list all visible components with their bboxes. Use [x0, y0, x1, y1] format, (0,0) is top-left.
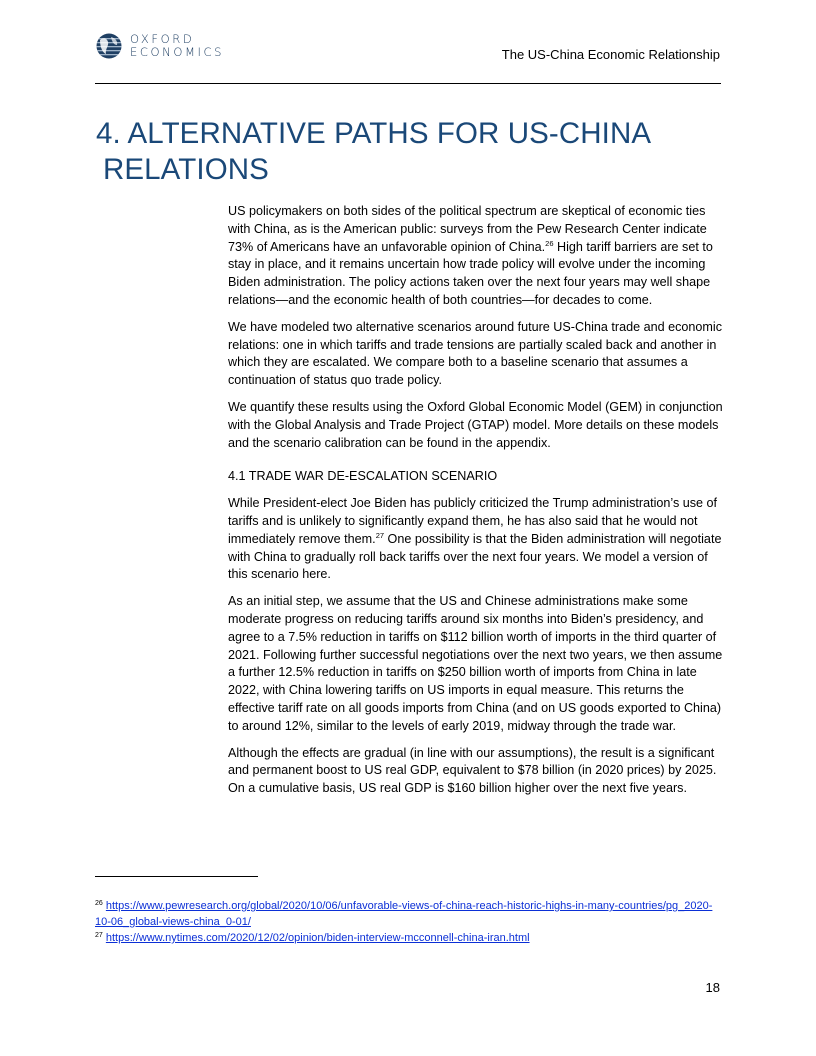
header-divider: [95, 83, 721, 84]
chapter-title-line1: 4. ALTERNATIVE PATHS FOR US-CHINA: [96, 117, 652, 150]
footnote-number-27: 27: [95, 932, 103, 939]
oxford-economics-logo: [96, 33, 224, 59]
paragraph-5: As an initial step, we assume that the US and Chinese administrations make some moderate progress on reducing tariffs around six months into Biden’s presidency, and agree to a 7.5% reduction in tariffs on $112 billion worth of imports in the third quarter of 2021. Following further successful negotiations over the next two years, we then assume a further 12.5% reduction in tariffs on $250 billion worth of imports from China in late 2022, with China lowering tariffs on US imports in equal measure. This returns the effective tariff rate on all goods imports from China (and on US goods exported to China) to around 12%, similar to the levels of early 2019, midway through the trade war.: [228, 594, 723, 733]
paragraph-3: We quantify these results using the Oxford Global Economic Model (GEM) in conjunction with the Global Analysis and Trade Project (GTAP) model. More details on these models and the scenario calibration can be found in the appendix.: [228, 399, 723, 450]
paragraph-6: Although the effects are gradual (in line with our assumptions), the result is a significant and permanent boost to US real GDP, equivalent to $78 billion (in 2020 prices) by 2025. On a cumulative basis, US real GDP is $160 billion higher over the next five years.: [228, 745, 717, 796]
running-header-title: The US-China Economic Relationship: [501, 47, 720, 62]
footnote-link-27[interactable]: https://www.nytimes.com/2020/12/02/opinion/biden-interview-mcconnell-china-iran.html: [105, 932, 530, 944]
logo-wordmark-line1: OXFORD: [130, 32, 195, 46]
paragraph-2: We have modeled two alternative scenarios around future US-China trade and economic relations: one in which tariffs and trade tensions are partially scaled back and another in which they are escalated. We compare both to a baseline scenario that assumes a continuation of status quo trade policy.: [228, 319, 722, 388]
page-number: 18: [705, 980, 720, 995]
section-heading: 4.1 TRADE WAR DE-ESCALATION SCENARIO: [228, 469, 498, 484]
paragraph-1-text-b: High tariff barriers are set to stay in place, and it remains uncertain how trade policy will evolve under the incoming Biden administration. The policy actions taken over the next four years may well shape relations—and the economic health of both countries—for decades to come.: [228, 239, 713, 307]
footnote-divider: [95, 876, 258, 877]
globe-logo-icon: [96, 33, 122, 59]
footnote-ref-26[interactable]: 26: [545, 238, 554, 248]
paragraph-1: [228, 203, 728, 310]
footnotes: [95, 898, 725, 946]
footnote-link-26[interactable]: https://www.pewresearch.org/global/2020/10/06/unfavorable-views-of-china-reach-historic-highs-in-many-countries/pg_2020-10-06_global-views-china_0-01/: [95, 900, 713, 928]
paragraph-4-text-a: While President-elect Joe Biden has publicly criticized the Trump administration’s use of tariffs and is unlikely to significantly expand them, he has also said that he would not immediately remove them.: [228, 496, 718, 546]
footnote-27: [95, 930, 725, 946]
chapter-title: [96, 116, 736, 188]
chapter-title-line2: RELATIONS: [103, 153, 269, 186]
paragraph-4-text-b: One possibility is that the Biden administration will negotiate with China to gradually roll back tariffs over the next four years. We model a version of this scenario here.: [228, 531, 722, 582]
footnote-26: [95, 898, 725, 930]
paragraph-1-text-a: US policymakers on both sides of the political spectrum are skeptical of economic ties with China, as is the American public: surveys from the Pew Research Center indicate 73% of Americans have an unfavorable opinion of China.: [228, 204, 707, 254]
footnote-number-26: 26: [95, 900, 103, 907]
paragraph-4: [228, 495, 728, 584]
body-text: [228, 203, 728, 807]
logo-wordmark-line2: ECONOMICS: [130, 45, 225, 59]
footnote-ref-27[interactable]: 27: [375, 530, 385, 540]
